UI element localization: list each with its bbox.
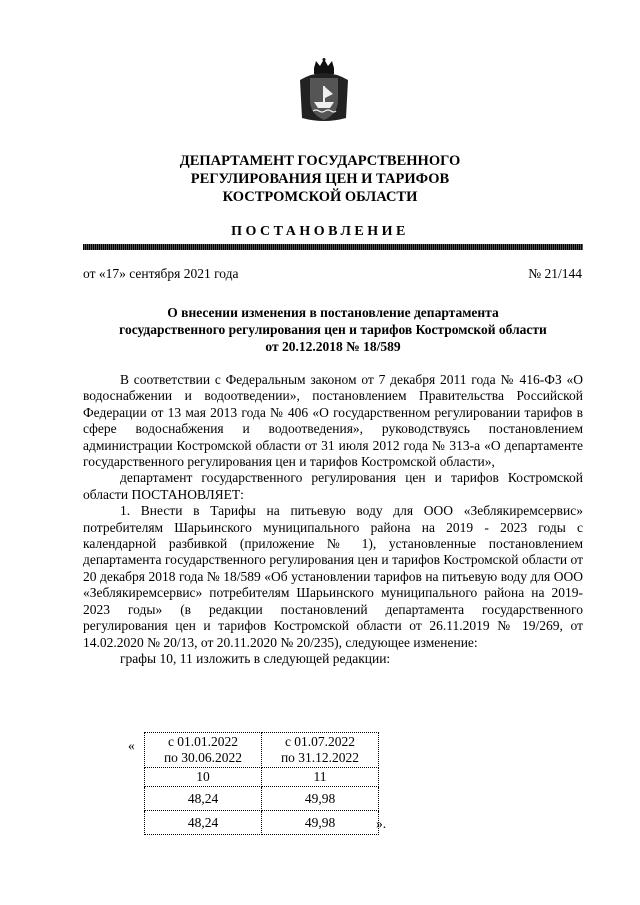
tariff-table bbox=[144, 732, 379, 835]
department-title bbox=[0, 152, 640, 206]
subject-line: государственного регулирования цен и тарифов Костромской области bbox=[119, 322, 547, 337]
period-end: по 31.12.2022 bbox=[280, 750, 360, 765]
tariff-cell: 48,24 bbox=[145, 787, 262, 811]
department-title-line: КОСТРОМСКОЙ ОБЛАСТИ bbox=[222, 189, 418, 205]
document-type: ПОСТАНОВЛЕНИЕ bbox=[231, 224, 409, 239]
tariff-cell: 48,24 bbox=[145, 811, 262, 835]
department-title-line: ДЕПАРТАМЕНТ ГОСУДАРСТВЕННОГО bbox=[179, 153, 461, 169]
department-title-line: РЕГУЛИРОВАНИЯ ЦЕН И ТАРИФОВ bbox=[190, 171, 450, 187]
period-header-cell bbox=[145, 733, 262, 768]
document-subject bbox=[83, 304, 583, 355]
table-open-quote: « bbox=[128, 738, 135, 753]
period-start: с 01.01.2022 bbox=[167, 734, 239, 749]
column-number-row bbox=[145, 768, 379, 787]
subject-line: от 20.12.2018 № 18/589 bbox=[265, 339, 401, 354]
column-number-cell: 11 bbox=[262, 768, 379, 787]
body-paragraph-preamble: В соответствии с Федеральным законом от 7 декабря 2011 года № 416-ФЗ «О водоснабжении и водоотведении», постановлением Правительства Российской Федерации от 13 мая 2013 года № 406 «О государственном регулировании тарифов в сфере водоснабжения и водоотведения», руководствуясь постановлением администрации Костромской области от 31 июля 2012 года № 313-а «О департаменте государственного регулирования цен и тарифов Костромской области», bbox=[83, 372, 583, 470]
body-paragraph-instruction: графы 10, 11 изложить в следующей редакции: bbox=[120, 650, 391, 666]
table-header-row bbox=[145, 733, 379, 768]
table-close-quote: ». bbox=[376, 816, 387, 831]
coat-of-arms-icon bbox=[296, 58, 352, 128]
column-number-cell: 10 bbox=[145, 768, 262, 787]
tariff-cell: 49,98 bbox=[262, 811, 379, 835]
document-number: № 21/144 bbox=[528, 266, 582, 281]
table-row bbox=[145, 787, 379, 811]
period-end: по 30.06.2022 bbox=[163, 750, 243, 765]
body-paragraph-resolves: департамент государственного регулирования цен и тарифов Костромской области ПОСТАНОВЛЯЕТ: bbox=[83, 470, 583, 502]
period-start: с 01.07.2022 bbox=[284, 734, 356, 749]
document-body bbox=[83, 372, 583, 667]
body-paragraph-item-1: 1. Внести в Тарифы на питьевую воду для ООО «Зеблякиремсервис» потребителям Шарьинского муниципального района на 2019 - 2023 годы с календарной разбивкой (приложение № 1), установленные постановлением департамента государственного регулирования цен и тарифов Костромской области от 20 декабря 2018 года № 18/589 «Об установлении тарифов на питьевую воду для ООО «Зеблякиремсервис» потребителям Шарьинского муниципального района на 2019-2023 годы» (в редакции постановлений департамента государственного регулирования цен и тарифов Костромской области от 26.11.2019 № 19/269, от 14.02.2020 № 20/13, от 20.11.2020 № 20/235), следующее изменение: bbox=[83, 503, 583, 650]
period-header-cell bbox=[262, 733, 379, 768]
document-date: от «17» сентября 2021 года bbox=[83, 266, 239, 281]
subject-line: О внесении изменения в постановление департамента bbox=[167, 305, 499, 320]
tariff-cell: 49,98 bbox=[262, 787, 379, 811]
table-row bbox=[145, 811, 379, 835]
header-divider bbox=[83, 244, 583, 250]
